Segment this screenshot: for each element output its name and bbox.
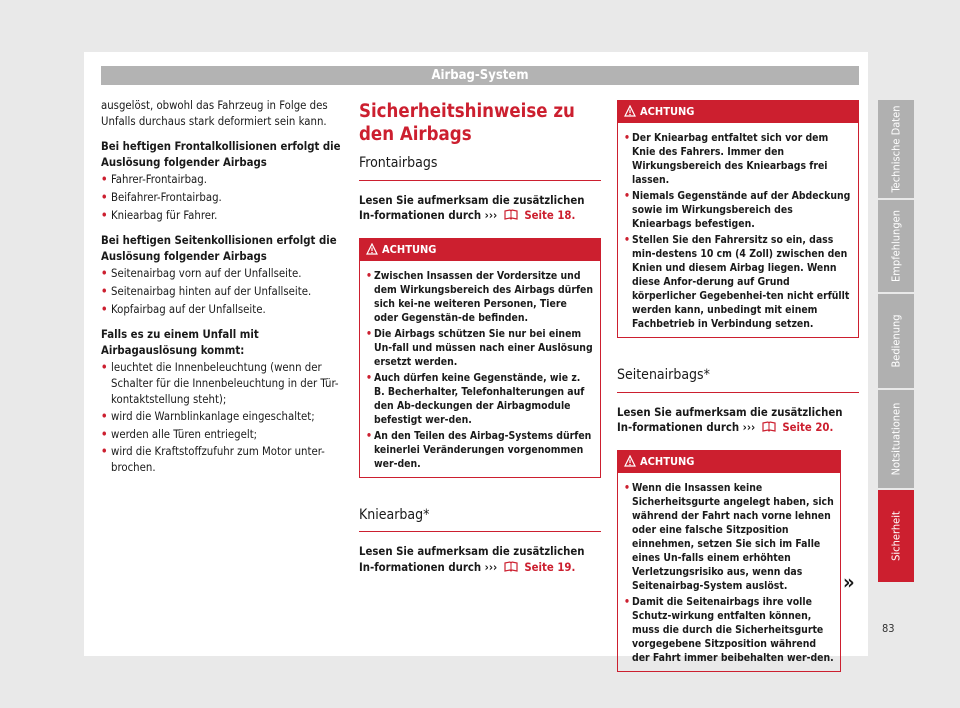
warning-triangle-icon: [624, 455, 636, 467]
seitenairbags-subtitle: Seitenairbags*: [617, 368, 859, 393]
warning-box: [359, 238, 601, 478]
book-icon: [504, 209, 518, 220]
page-number: 83: [882, 622, 895, 635]
bullet-icon: •: [624, 132, 630, 144]
bullet-icon: •: [366, 269, 372, 282]
column-1: [101, 98, 341, 475]
book-icon: [762, 421, 776, 432]
list-item: • Die Airbags schützen Sie nur bei einem Un-fall und müssen nach einer Auslösung ersetzt werden.: [366, 327, 593, 368]
bullet-icon: •: [101, 410, 108, 424]
bullet-icon: •: [624, 595, 630, 608]
list-item: • wird die Kraftstoffzufuhr zum Motor unter-brochen.: [101, 445, 325, 474]
accident-heading: Falls es zu einem Unfall mit Airbagauslösung kommt:: [101, 328, 259, 357]
warning-box: [617, 100, 859, 338]
page-link[interactable]: Seite 19.: [524, 560, 576, 574]
list-item: • Zwischen Insassen der Vordersitze und dem Wirkungsbereich des Airbags dürfen sich kei-ne weiteren Personen, Tiere oder Gegenstän-de befinden.: [366, 269, 594, 324]
continue-mark: »: [843, 570, 855, 594]
bullet-icon: •: [101, 302, 108, 316]
page-link[interactable]: Seite 18.: [524, 209, 576, 223]
frontal-heading: Bei heftigen Frontalkollisionen erfolgt die Auslösung folgender Airbags: [101, 140, 341, 169]
bullet-icon: •: [366, 327, 372, 340]
column-3: [617, 100, 859, 672]
list-item: • Damit die Seitenairbags ihre volle Schutz-wirkung entfalten können, muss die durch die Sicherheitsgurte vorgegebene Sitzposition während der Fahrt immer beibehalten wer-den.: [624, 595, 834, 664]
warning-box: [617, 450, 841, 672]
list-item: • Wenn die Insassen keine Sicherheitsgurte angelegt haben, sich während der Fahrt nach vorne lehnen oder eine falsche Sitzposition einnehmen, setzen Sie sich im Falle eines Un-falls einem erhöhten Verletzungsrisiko aus, wenn das Seitenairbag-System auslöst.: [624, 481, 834, 592]
list-item: • wird die Warnblinkanlage eingeschaltet;: [101, 410, 315, 424]
bullet-icon: •: [101, 361, 108, 375]
page-link[interactable]: Seite 20.: [782, 421, 834, 435]
warning-header: ACHTUNG: [618, 101, 858, 123]
bullet-icon: •: [101, 190, 108, 204]
list-item: • Kniearbag für Fahrer.: [101, 208, 218, 222]
bullet-icon: •: [624, 481, 630, 494]
tab-empfehlungen[interactable]: Empfehlungen: [878, 200, 914, 292]
list-item: • Kopfairbag auf der Unfallseite.: [101, 302, 266, 316]
list-item: • Seitenairbag vorn auf der Unfallseite.: [101, 267, 302, 281]
list-item: • Niemals Gegenstände auf der Abdeckung sowie im Wirkungsbereich des Kniearbags befestigen.: [624, 190, 851, 230]
book-icon: [504, 561, 518, 572]
list-item: • leuchtet die Innenbeleuchtung (wenn der Schalter für die Innenbeleuchtung in der Tür-kontaktstellung steht);: [101, 361, 339, 406]
warning-triangle-icon: [366, 243, 378, 255]
bullet-icon: •: [101, 445, 108, 459]
bullet-icon: •: [366, 371, 372, 384]
tab-bedienung[interactable]: Bedienung: [878, 294, 914, 388]
tab-notsituationen[interactable]: Notsituationen: [878, 390, 914, 488]
column-2: [359, 100, 601, 576]
list-item: • An den Teilen des Airbag-Systems dürfen keinerlei Veränderungen vorgenommen wer-den.: [366, 429, 592, 470]
warning-header: ACHTUNG: [360, 239, 600, 261]
list-item: • Der Kniearbag entfaltet sich vor dem Knie des Fahrers. Immer den Wirkungsbereich des Kniearbags frei lassen.: [624, 132, 829, 186]
warning-triangle-icon: [624, 105, 636, 117]
page-header: Airbag-System: [101, 66, 859, 85]
warning-header: ACHTUNG: [618, 451, 840, 473]
list-item: • Auch dürfen keine Gegenstände, wie z. B. Becherhalter, Telefonhalterungen auf den Ab-deckungen der Airbagmodule befestigt wer-den.: [366, 371, 585, 426]
warning-body: [618, 123, 858, 337]
seitenairbags-reference: Lesen Sie aufmerksam die zusätzlichen In-formationen durch ››› Seite 20.: [617, 405, 843, 435]
section-title: Sicherheitshinweise zu den Airbags: [359, 101, 575, 145]
warning-body: [360, 261, 600, 477]
kniearbag-reference: Lesen Sie aufmerksam die zusätzlichen In-formationen durch ››› Seite 19.: [359, 545, 585, 574]
side-heading: Bei heftigen Seitenkollisionen erfolgt die Auslösung folgender Airbags: [101, 234, 337, 263]
list-item: • Seitenairbag hinten auf der Unfallseite.: [101, 284, 312, 298]
warning-body: [618, 473, 840, 671]
kniearbag-subtitle: Kniearbag*: [359, 508, 601, 533]
tab-sicherheit[interactable]: Sicherheit: [878, 490, 914, 582]
tab-technische-daten[interactable]: Technische Daten: [878, 100, 914, 198]
bullet-icon: •: [366, 429, 372, 442]
frontairbags-reference: Lesen Sie aufmerksam die zusätzlichen In-formationen durch ››› Seite 18.: [359, 193, 585, 223]
bullet-icon: •: [101, 267, 108, 281]
bullet-icon: •: [101, 208, 108, 222]
bullet-icon: •: [101, 173, 108, 187]
bullet-icon: •: [101, 427, 108, 441]
intro-text: ausgelöst, obwohl das Fahrzeug in Folge des Unfalls durchaus stark deformiert sein kann.: [101, 99, 328, 128]
list-item: • Fahrer-Frontairbag.: [101, 173, 207, 187]
list-item: • Beifahrer-Frontairbag.: [101, 190, 222, 204]
bullet-icon: •: [624, 234, 630, 246]
bullet-icon: •: [624, 190, 630, 202]
frontairbags-subtitle: Frontairbags: [359, 156, 601, 181]
bullet-icon: •: [101, 284, 108, 298]
list-item: • werden alle Türen entriegelt;: [101, 427, 258, 441]
list-item: • Stellen Sie den Fahrersitz so ein, dass min-destens 10 cm (4 Zoll) zwischen den Knien und diesem Airbag liegen. Wenn diese Anfor-derung auf Grund körperlicher Gegebenhei-ten nicht erfüllt werden kann, unbedingt mit einem Fachbetrieb in Verbindung setzen.: [624, 234, 850, 330]
